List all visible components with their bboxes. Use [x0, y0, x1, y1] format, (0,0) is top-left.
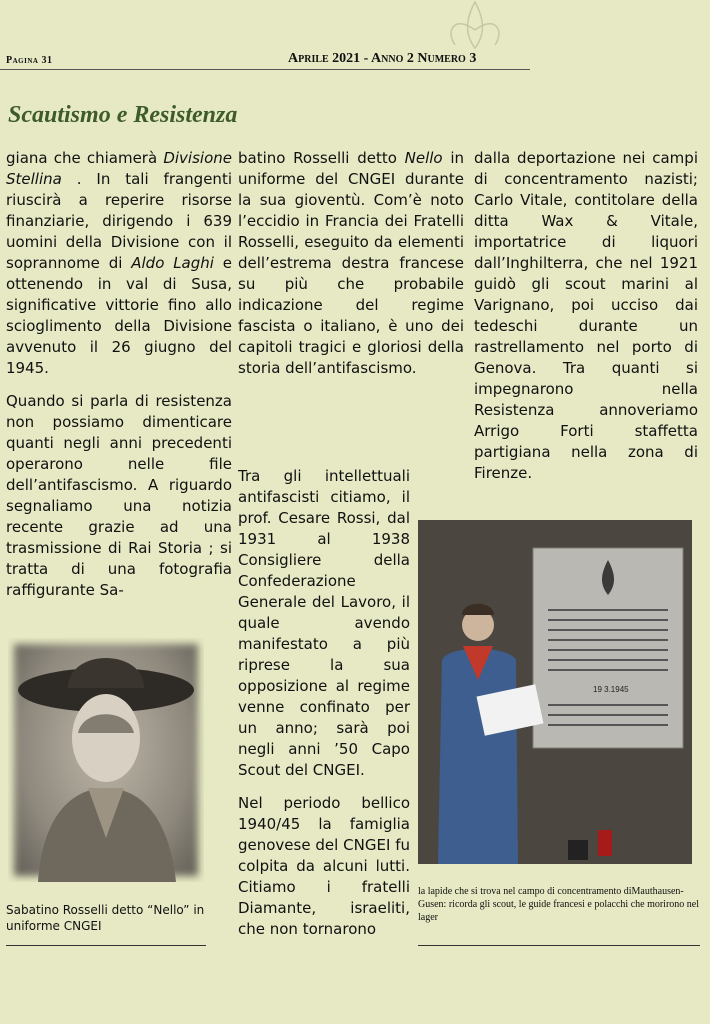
- col1-paragraph-1: [6, 148, 232, 379]
- italic-text: Divisione Stellina: [6, 149, 232, 188]
- text-run: in uniforme del CNGEI durante la sua gioventù. Com’è noto l’eccidio in Francia dei Fratelli Rosselli, eseguito da elementi dell’estrema destra francese su più che probabile indicazione del regime fascista o italiano, è uno dei capitoli tragici e gloriosi della storia dell’antifascismo.: [238, 149, 464, 377]
- column-2: [238, 148, 464, 391]
- col2b-paragraph-2: Nel periodo bellico 1940/45 la famiglia genovese del CNGEI fu colpita da alcuni lutti. Citiamo i fratelli Diamante, israeliti, che non tornarono: [238, 794, 410, 938]
- text-run: . In tali frangenti riuscirà a reperire risorse finanziarie, dirigendo i 639 uomini della Divisione con il soprannome di: [6, 170, 232, 272]
- header-divider: [0, 69, 530, 70]
- plaque-date: 19 3.1945: [593, 685, 629, 694]
- page-number: Pagina 31: [6, 55, 53, 66]
- memorial-plaque-photo: [418, 520, 692, 864]
- text-run: batino Rosselli detto: [238, 149, 405, 167]
- memorial-illustration: [418, 520, 692, 864]
- italic-text: Nello: [404, 149, 443, 167]
- text-run: e ottenendo in val di Susa, significative vittorie fino allo scioglimento della Divisione avvenuto il 26 giugno del 1945.: [6, 254, 233, 377]
- column-2-lower: [238, 466, 410, 952]
- portrait-photo-sabatino: [8, 638, 204, 882]
- text-run: giana che chiamerà: [6, 149, 164, 167]
- article-title: Scautismo e Resistenza: [8, 102, 238, 128]
- photo1-caption: Sabatino Rosselli detto “Nello” in uniforme CNGEI: [6, 903, 205, 933]
- photo2-caption: la lapide che si trova nel campo di concentramento diMauthausen-Gusen: ricorda gli scout, le guide francesi e polacchi che morirono nel lager: [418, 886, 700, 923]
- caption-divider-left: [6, 945, 206, 946]
- col3-paragraph-1: dalla deportazione nei campi di concentramento nazisti; Carlo Vitale, contitolare della ditta Wax & Vitale, importatrice di liquori dall’Inghilterra, che nel 1921 guidò gli scout marini al Varignano, poi ucciso dai tedeschi durante un rastrellamento nel porto di Genova. Tra quanti si impegnarono nella Resistenza annoveriamo Arrigo Forti staffetta partigiana nella zona di Firenze.: [474, 149, 698, 482]
- column-1: [6, 148, 232, 613]
- italic-text: Aldo Laghi: [131, 254, 214, 272]
- col1-paragraph-2: Quando si parla di resistenza non possiamo dimenticare quanti negli anni precedenti operarono nelle file dell’antifascismo. A riguardo segnaliamo una notizia recente grazie ad una trasmissione di Rai Storia ; si tratta di una fotografia raffigurante Sa-: [6, 392, 232, 599]
- fleur-de-lis-watermark-icon: [430, 0, 520, 50]
- issue-info: Aprile 2021 - Anno 2 Numero 3: [288, 51, 477, 66]
- portrait-illustration: [8, 638, 204, 882]
- col2-paragraph-1: [238, 148, 464, 379]
- column-3: [474, 148, 698, 496]
- col2b-paragraph-1: Tra gli intellettuali antifascisti citiamo, il prof. Cesare Rossi, dal 1931 al 1938 Consigliere della Confederazione Generale del Lavoro, il quale avendo manifestato a più riprese la sua opposizione al regime venne confinato per un anno; sarà poi negli anni ’50 Capo Scout del CNGEI.: [238, 467, 410, 779]
- caption-divider-right: [418, 945, 700, 946]
